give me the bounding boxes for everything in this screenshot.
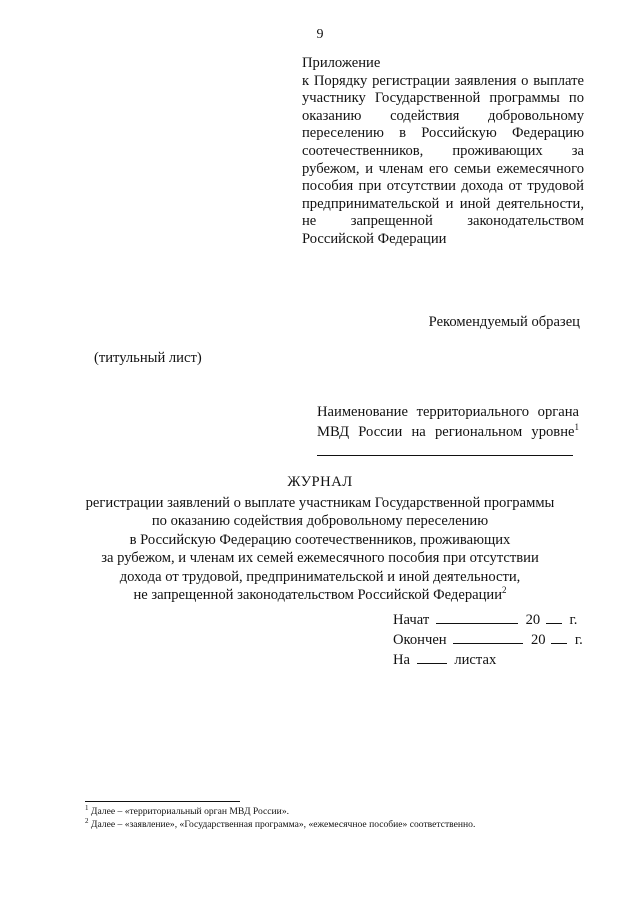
- page-number: 9: [316, 27, 324, 42]
- journal-line: регистрации заявлений о выплате участникам Государственной программы: [85, 495, 555, 511]
- appendix-heading: Приложение: [302, 55, 381, 71]
- footnote-ref-2: 2: [502, 585, 507, 596]
- footnote-2: [85, 816, 585, 832]
- organization-line-2-text: МВД России на региональном уровне: [317, 424, 575, 440]
- journal-line: за рубежом, и членам их семей ежемесячного пособия при отсутствии: [101, 550, 539, 567]
- organization-line-2: [317, 422, 579, 442]
- started-row: [393, 610, 583, 630]
- journal-heading: ЖУРНАЛ: [287, 474, 353, 490]
- sheets-prefix: На: [393, 652, 411, 668]
- journal-line-last-text: не запрещенной законодательством Российской Федерации: [133, 587, 503, 604]
- footnote-1-number: 1: [85, 803, 89, 812]
- footnote-1: [85, 803, 585, 819]
- ended-year-prefix: 20: [530, 632, 546, 648]
- footnote-ref-1: 1: [574, 422, 579, 433]
- started-date-blank: [436, 610, 518, 624]
- started-year-prefix: 20: [525, 612, 541, 628]
- recommended-sample-label: Рекомендуемый образец: [428, 314, 580, 330]
- organization-name-block: [317, 402, 579, 442]
- journal-description: [60, 494, 580, 604]
- ended-label: Окончен: [393, 632, 447, 648]
- sheets-count-blank: [417, 650, 447, 664]
- organization-underline: [317, 455, 573, 456]
- journal-line: в Российскую Федерацию соотечественников, проживающих: [129, 531, 511, 548]
- footnote-separator: [85, 801, 240, 802]
- ended-year-suffix: г.: [574, 632, 583, 648]
- started-year-blank: [546, 610, 562, 624]
- journal-line-last: [60, 586, 580, 604]
- sheets-suffix: листах: [454, 652, 497, 668]
- footnote-1-text: Далее – «территориальный орган МВД России».: [90, 806, 290, 817]
- appendix-body: к Порядку регистрации заявления о выплате участнику Государственной программы по оказанию содействия добровольному переселению в Российскую Федерацию соотечественников, проживающих за рубежом, и членам его семьи ежемесячного пособия при отсутствии дохода от трудовой предпринимательской и иной деятельности, не запрещенной законодательством Российской Федерации: [302, 72, 584, 247]
- started-label: Начат: [393, 612, 430, 628]
- title-sheet-label: (титульный лист): [94, 350, 202, 366]
- sheets-row: [393, 650, 583, 670]
- started-year-suffix: г.: [569, 612, 578, 628]
- footnotes: [85, 803, 585, 831]
- ended-year-blank: [551, 630, 567, 644]
- journal-line: дохода от трудовой, предпринимательской и иной деятельности,: [119, 568, 521, 585]
- journal-dates-block: [393, 610, 583, 670]
- ended-row: [393, 630, 583, 650]
- organization-line-1: Наименование территориального органа: [317, 404, 579, 420]
- ended-date-blank: [453, 630, 523, 644]
- journal-line: по оказанию содействия добровольному переселению: [151, 513, 489, 530]
- appendix-block: [302, 55, 584, 249]
- footnote-2-number: 2: [85, 816, 89, 825]
- footnote-2-text: Далее – «заявление», «Государственная программа», «ежемесячное пособие» соответственно.: [90, 818, 476, 830]
